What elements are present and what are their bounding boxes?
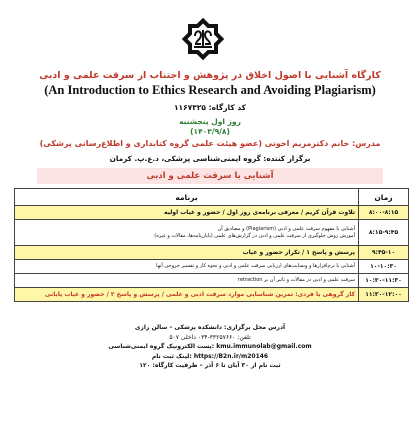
contact-email: kmu.immunolab@gmail.com :پست الکترونیک گروه ایمنی‌شناسی [108,343,312,350]
table-row [15,260,409,274]
row-program: تلاوت قرآن کریم / معرفی برنامه‌ی روز اول / حضور و غیاب اولیه [164,208,355,216]
code-label: کد کارگاه: [208,103,247,112]
row-time: ۹:۴۵-۱۰ [359,246,409,260]
schedule-table [14,188,409,302]
table-row [15,220,409,246]
code-value: ۱۱۶۷۳۲۵ [173,103,206,112]
table-row [15,246,409,260]
table-header-row [15,189,409,206]
row-program: کار گروهی یا فردی: تمرین شناسایی موارد سرقت ادبی و علمی / پرسش و پاسخ ۲ / حضور و غیاب پایانی [44,290,355,298]
row-program: آموزش روش جلوگیری از سرقت علمی و ادبی در گزارش‌های علمی (پایان‌نامه‌ها، مقالات و غیره) [154,232,355,239]
session-date: (۱۴۰۳/۹/۸) [190,127,230,136]
row-time: ۱۱:۳۰-۱۲:۰۰ [359,288,409,302]
header-program: برنامه [15,189,359,206]
row-time: ۱۰:۳۰-۱۱:۳۰ [359,274,409,288]
footer-info [100,323,320,371]
workshop-title-en: (An Introduction to Ethics Research and Avoiding Plagiarism) [44,83,376,97]
registration-link[interactable]: https://B2n.ir/m20146 :لینک ثبت نام [151,352,269,360]
table-row [15,274,409,288]
row-program: پرسش و پاسخ ۱ / تکرار حضور و غیاب [242,248,355,256]
row-program: آشنایی با مفهوم سرقت علمی و ادبی (Plagiarism) و مصادیق آن [217,225,355,232]
session-subtitle: آشنایی با سرقت علمی و ادبی [37,168,383,184]
table-row [15,288,409,302]
workshop-title-fa: کارگاه آشنایی با اصول اخلاق در پژوهش و اجتناب از سرقت علمی و ادبی [39,70,381,81]
row-time: ۸:۱۵-۹:۴۵ [359,220,409,246]
university-emblem-icon [178,14,228,64]
venue-address: آدرس محل برگزاری: دانشکده پزشکی – سالن رازی [134,324,286,331]
organizer-line: برگزار کننده: گروه ایمنی‌شناسی پزشکی، د.ع.پ. کرمان [109,154,311,163]
row-program: آشنایی با نرم‌افزارها و وبسایت‌های ارزیابی سرقت علمی و ادبی و نحوه کار و تفسیر خروجی آنها [156,263,355,269]
instructor-line: مدرس: خانم دکترمریم اخوتی (عضو هیئت علمی گروه کتابداری و اطلاع‌رسانی پزشکی) [39,139,381,148]
row-time: ۸:۰۰-۸:۱۵ [359,206,409,220]
contact-phone: تلفن: ۳۳۲۵۷۶۶۰-۰۳۴ داخلی ۵۰۷ [169,333,251,341]
row-program: سرقت علمی و ادبی در مقالات و تاثیر آن بر retraction [238,277,355,283]
row-time: ۱۰-۱۰:۳۰ [359,260,409,274]
table-row [15,206,409,220]
session-day: روز اول پنجشنبه [179,117,241,126]
registration-deadline: ثبت نام از ۳۰ آبان تا ۶ آذر – ظرفیت کارگاه: ۱۲۰ [139,362,281,369]
workshop-code [24,103,396,112]
header-time: زمان [359,189,409,206]
